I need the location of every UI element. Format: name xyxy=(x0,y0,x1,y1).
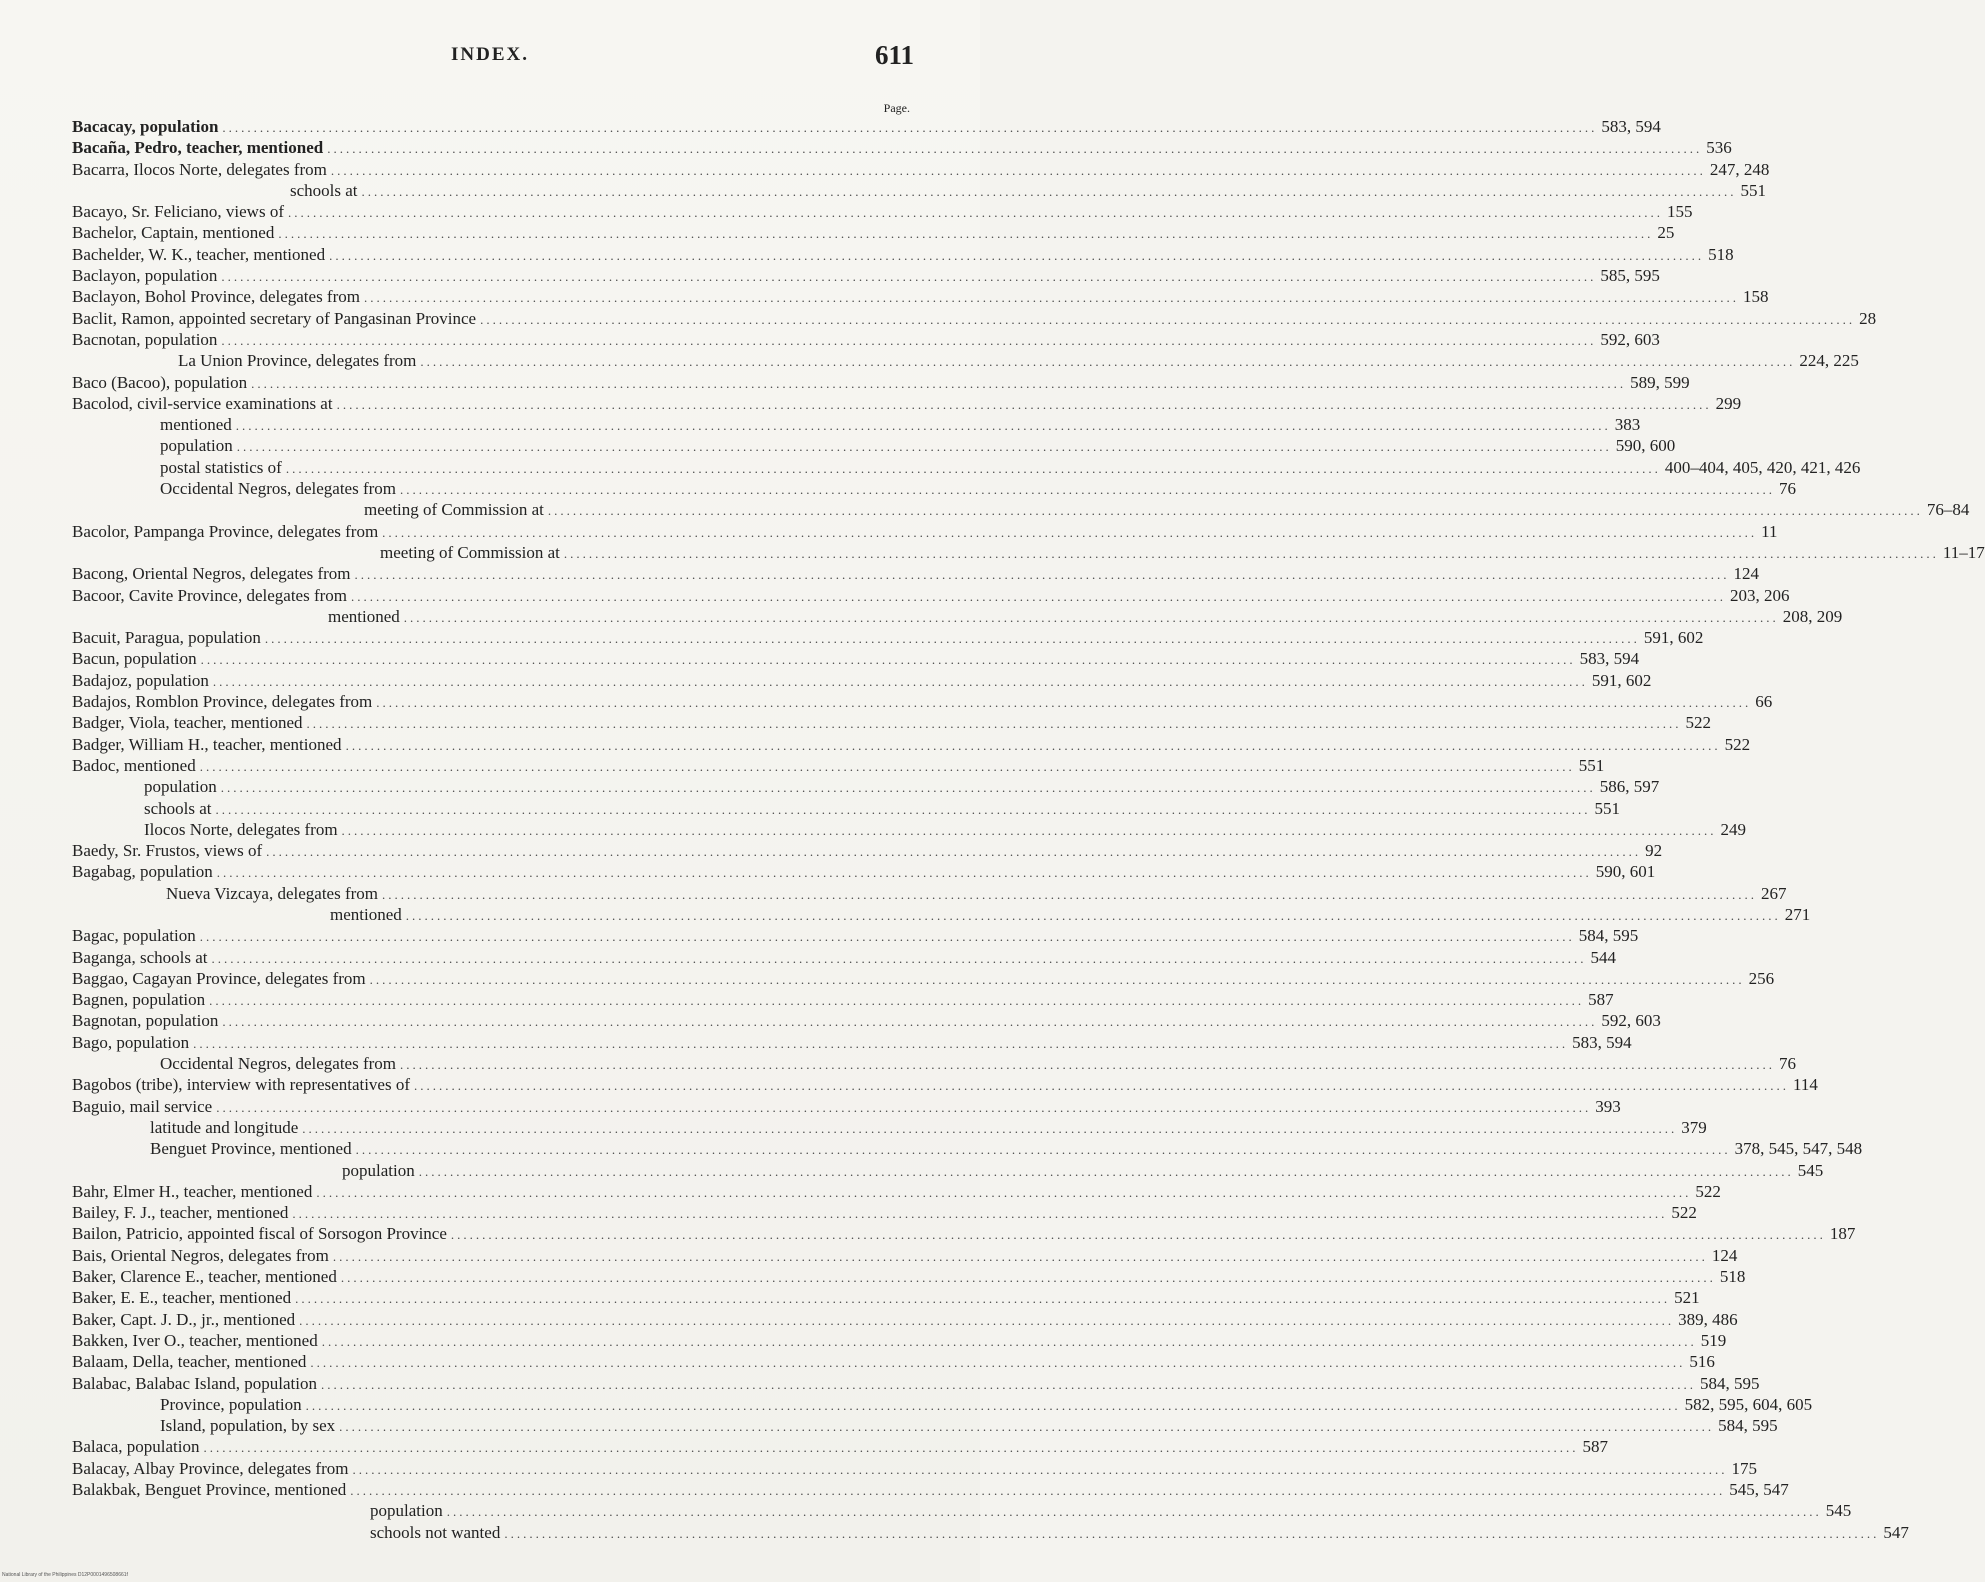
index-entry-text: Bacacay, population xyxy=(72,117,219,136)
index-entry xyxy=(72,606,1843,627)
scan-footer: National Library of the Philippines D12P0001496508661f xyxy=(2,1572,128,1578)
index-entry xyxy=(72,904,1811,925)
index-entry-text: Bacaña, Pedro, teacher, mentioned xyxy=(72,138,324,158)
index-entry-text: Baker, Clarence E., teacher, mentioned xyxy=(72,1267,337,1287)
index-entry xyxy=(72,499,1970,520)
index-entry xyxy=(72,1458,1757,1479)
dot-leader: ............................................................................................................................................................................................................................ xyxy=(450,1227,1826,1243)
dot-leader: ............................................................................................................................................................................................................................ xyxy=(340,1270,1716,1286)
index-entry xyxy=(72,1032,1632,1053)
index-entry-pages: 519 xyxy=(1700,1330,1727,1350)
index-entry-pages: 114 xyxy=(1793,1075,1818,1095)
index-entry-pages: 551 xyxy=(1740,180,1767,200)
index-entry xyxy=(72,563,1760,584)
dot-leader: ............................................................................................................................................................................................................................ xyxy=(361,183,1737,199)
index-entry xyxy=(72,691,1773,712)
index-entry-text: Badajos, Romblon Province, delegates from xyxy=(72,692,373,712)
index-entry-pages: 516 xyxy=(1689,1352,1715,1372)
index-entry-text: Baedy, Sr. Frustos, views of xyxy=(72,841,263,861)
index-entry xyxy=(72,1160,1824,1181)
index-entry-pages: 76 xyxy=(1779,1054,1797,1074)
dot-leader: ............................................................................................................................................................................................................................ xyxy=(376,695,1752,711)
index-entry-pages: 545 xyxy=(1825,1501,1852,1521)
dot-leader: ............................................................................................................................................................................................................................ xyxy=(400,482,1776,498)
dot-leader: ............................................................................................................................................................................................................................ xyxy=(215,801,1591,817)
index-entry xyxy=(72,861,1656,882)
index-entry-text: Balaam, Della, teacher, mentioned xyxy=(72,1352,307,1372)
index-entry xyxy=(72,1138,1863,1159)
index-entry-text: Bacong, Oriental Negros, delegates from xyxy=(72,564,351,584)
index-entry-pages: 522 xyxy=(1671,1203,1697,1223)
index-entry xyxy=(72,1245,1738,1266)
index-entry-text: Balacay, Albay Province, delegates from xyxy=(72,1458,349,1478)
index-entry-pages: 551 xyxy=(1594,798,1621,818)
index-entry-text: Badajoz, population xyxy=(72,670,209,690)
index-entry-text: meeting of Commission at xyxy=(380,542,560,562)
index-entry-text: Island, population, by sex xyxy=(160,1416,336,1436)
index-entry-text: Bacun, population xyxy=(72,649,197,669)
index-entry-text: mentioned xyxy=(328,606,400,626)
index-entry xyxy=(72,648,1640,669)
dot-leader: ............................................................................................................................................................................................................................ xyxy=(310,1355,1686,1371)
index-entry-text: Badger, William H., teacher, mentioned xyxy=(72,734,342,754)
dot-leader: ............................................................................................................................................................................................................................ xyxy=(336,396,1712,412)
index-entry xyxy=(72,947,1616,968)
dot-leader: ............................................................................................................................................................................................................................ xyxy=(288,205,1663,221)
index-entry-text: population xyxy=(160,436,233,456)
dot-leader: ............................................................................................................................................................................................................................ xyxy=(339,1419,1715,1435)
index-entry xyxy=(72,521,1778,542)
index-entry-pages: 389, 486 xyxy=(1678,1309,1738,1329)
index-entry xyxy=(72,1266,1746,1287)
dot-leader: ............................................................................................................................................................................................................................ xyxy=(221,269,1597,285)
index-entry-pages: 158 xyxy=(1742,287,1769,307)
index-entry-pages: 592, 603 xyxy=(1601,1011,1661,1031)
index-entry xyxy=(72,414,1641,435)
dot-leader: ............................................................................................................................................................................................................................ xyxy=(400,1057,1776,1073)
dot-leader: ............................................................................................................................................................................................................................ xyxy=(221,332,1597,348)
dot-leader: ............................................................................................................................................................................................................................ xyxy=(345,737,1721,753)
index-entry-text: Bagac, population xyxy=(72,926,196,946)
index-entry xyxy=(72,1117,1707,1138)
index-entry-text: Bacolod, civil-service examinations at xyxy=(72,393,333,413)
index-entry xyxy=(72,1500,1852,1521)
index-entry xyxy=(72,265,1660,286)
dot-leader: ............................................................................................................................................................................................................................ xyxy=(216,865,1592,881)
index-entry-text: Baclayon, population xyxy=(72,266,218,286)
index-entry-pages: 545 xyxy=(1797,1160,1824,1180)
index-entry xyxy=(72,308,1877,329)
dot-leader: ............................................................................................................................................................................................................................ xyxy=(321,1333,1697,1349)
dot-leader: ............................................................................................................................................................................................................................ xyxy=(563,545,1939,561)
index-entry-text: latitude and longitude xyxy=(150,1117,299,1137)
index-entry xyxy=(72,734,1751,755)
index-entry-text: Bagobos (tribe), interview with representatives of xyxy=(72,1075,411,1095)
index-entry-text: Bagnen, population xyxy=(72,990,206,1010)
dot-leader: ............................................................................................................................................................................................................................ xyxy=(418,1163,1794,1179)
dot-leader: ............................................................................................................................................................................................................................ xyxy=(403,609,1779,625)
dot-leader: ............................................................................................................................................................................................................................ xyxy=(341,822,1717,838)
dot-leader: ............................................................................................................................................................................................................................ xyxy=(203,1440,1579,1456)
index-entry-text: Baggao, Cagayan Province, delegates from xyxy=(72,968,366,988)
index-entry-text: Bachelor, Captain, mentioned xyxy=(72,223,275,243)
dot-leader: ............................................................................................................................................................................................................................ xyxy=(354,567,1730,583)
index-entry-pages: 92 xyxy=(1645,841,1663,861)
index-entry-pages: 583, 594 xyxy=(1601,117,1661,136)
index-entry xyxy=(72,585,1790,606)
index-entry xyxy=(72,1330,1727,1351)
index-entry-pages: 584, 595 xyxy=(1578,926,1639,946)
dot-leader: ............................................................................................................................................................................................................................ xyxy=(216,1099,1592,1115)
dot-leader: ............................................................................................................................................................................................................................ xyxy=(446,1504,1822,1520)
index-entry-text: Bacnotan, population xyxy=(72,329,218,349)
index-entry xyxy=(72,1394,1813,1415)
index-entry-pages: 76–84 xyxy=(1926,500,1970,520)
index-entry-pages: 522 xyxy=(1685,713,1711,733)
dot-leader: ............................................................................................................................................................................................................................ xyxy=(306,716,1682,732)
index-entry-text: Province, population xyxy=(160,1394,302,1414)
index-entry-pages: 249 xyxy=(1720,819,1747,839)
index-entry-text: population xyxy=(144,777,217,797)
dot-leader: ............................................................................................................................................................................................................................ xyxy=(199,758,1575,774)
index-entry-pages: 591, 602 xyxy=(1591,670,1652,690)
index-entry-pages: 587 xyxy=(1588,990,1614,1010)
dot-leader: ............................................................................................................................................................................................................................ xyxy=(480,311,1856,327)
index-entry-text: Baganga, schools at xyxy=(72,947,208,967)
index-entry-pages: 393 xyxy=(1595,1096,1621,1116)
dot-leader: ............................................................................................................................................................................................................................ xyxy=(251,375,1627,391)
dot-leader: ............................................................................................................................................................................................................................ xyxy=(222,120,1598,135)
index-entry-text: Balakbak, Benguet Province, mentioned xyxy=(72,1480,347,1499)
index-entry-pages: 583, 594 xyxy=(1579,649,1640,669)
index-entry-text: Bachelder, W. K., teacher, mentioned xyxy=(72,244,326,264)
index-entry-pages: 584, 595 xyxy=(1700,1373,1760,1393)
index-entry xyxy=(72,1522,1909,1543)
dot-leader: ............................................................................................................................................................................................................................ xyxy=(352,1461,1728,1477)
index-entry-pages: 28 xyxy=(1859,308,1877,328)
index-entry-pages: 544 xyxy=(1590,947,1616,967)
index-entry xyxy=(72,222,1675,243)
dot-leader: ............................................................................................................................................................................................................................ xyxy=(212,673,1588,689)
dot-leader: ............................................................................................................................................................................................................................ xyxy=(236,439,1612,455)
page-header-title: INDEX. xyxy=(451,44,529,65)
index-entry xyxy=(72,1373,1760,1394)
dot-leader: ............................................................................................................................................................................................................................ xyxy=(332,1248,1708,1264)
index-entry-text: schools at xyxy=(144,798,212,818)
index-entry-pages: 521 xyxy=(1674,1288,1700,1308)
index-entry-text: Bakken, Iver O., teacher, mentioned xyxy=(72,1330,318,1350)
index-entry-pages: 124 xyxy=(1733,564,1760,584)
index-entry-pages: 582, 595, 604, 605 xyxy=(1684,1394,1813,1414)
index-entry-pages: 587 xyxy=(1582,1437,1608,1457)
index-entry-text: Balabac, Balabac Island, population xyxy=(72,1373,317,1393)
index-entry-pages: 547 xyxy=(1883,1522,1909,1542)
dot-leader: ............................................................................................................................................................................................................................ xyxy=(295,1291,1671,1307)
index-entry-pages: 536 xyxy=(1706,138,1732,158)
dot-leader: ............................................................................................................................................................................................................................ xyxy=(547,503,1923,519)
dot-leader: ............................................................................................................................................................................................................................ xyxy=(305,1397,1681,1413)
index-entry-text: schools not wanted xyxy=(370,1522,501,1542)
index-entry xyxy=(72,989,1614,1010)
index-entry xyxy=(72,925,1639,946)
index-entry-pages: 271 xyxy=(1784,904,1811,924)
dot-leader: ............................................................................................................................................................................................................................ xyxy=(329,247,1705,263)
index-entry-pages: 583, 594 xyxy=(1572,1032,1632,1052)
index-entry-text: Bacolor, Pampanga Province, delegates from xyxy=(72,521,379,541)
index-entry-pages: 379 xyxy=(1681,1117,1707,1137)
index-entry-text: Badoc, mentioned xyxy=(72,755,196,775)
index-entry-text: population xyxy=(370,1501,443,1521)
dot-leader: ............................................................................................................................................................................................................................ xyxy=(285,460,1661,476)
index-entry xyxy=(72,798,1621,819)
index-entry-text: Benguet Province, mentioned xyxy=(150,1139,352,1159)
index-entry-pages: 383 xyxy=(1614,415,1641,435)
index-entry-text: Bacarra, Ilocos Norte, delegates from xyxy=(72,159,327,179)
dot-leader: ............................................................................................................................................................................................................................ xyxy=(211,950,1587,966)
dot-leader: ............................................................................................................................................................................................................................ xyxy=(299,1312,1675,1328)
index-entry xyxy=(72,1096,1621,1117)
index-entry-text: Bais, Oriental Negros, delegates from xyxy=(72,1245,329,1265)
index-entry-pages: 267 xyxy=(1761,883,1787,903)
dot-leader: ............................................................................................................................................................................................................................ xyxy=(321,1376,1696,1392)
index-entry xyxy=(72,883,1787,904)
index-entry xyxy=(72,968,1775,989)
index-entry-pages: 584, 595 xyxy=(1718,1416,1778,1436)
dot-leader: ............................................................................................................................................................................................................................ xyxy=(316,1184,1692,1200)
index-entry-text: Bagabag, population xyxy=(72,862,213,882)
index-entry xyxy=(72,712,1711,733)
dot-leader: ............................................................................................................................................................................................................................ xyxy=(330,162,1706,178)
index-entry-text: Bailon, Patricio, appointed fiscal of Sorsogon Province xyxy=(72,1224,447,1244)
index-entry-pages: 203, 206 xyxy=(1730,585,1790,605)
dot-leader: ............................................................................................................................................................................................................................ xyxy=(363,290,1739,306)
index-entry xyxy=(72,776,1660,797)
index-entry-pages: 518 xyxy=(1708,244,1734,264)
index-entry-text: postal statistics of xyxy=(160,457,282,477)
index-entry xyxy=(72,1415,1778,1436)
index-entry-pages: 25 xyxy=(1657,223,1675,243)
index-entry-pages: 11–17 xyxy=(1942,542,1985,562)
index-entry xyxy=(72,755,1605,776)
dot-leader: ............................................................................................................................................................................................................................ xyxy=(193,1035,1569,1051)
index-entry xyxy=(72,1223,1856,1244)
index-entry-pages: 208, 209 xyxy=(1782,606,1843,626)
index-entry xyxy=(72,1287,1700,1308)
dot-leader: ............................................................................................................................................................................................................................ xyxy=(209,993,1585,1009)
index-entry xyxy=(72,116,1661,137)
index-entry-pages: 256 xyxy=(1748,968,1775,988)
dot-leader: ............................................................................................................................................................................................................................ xyxy=(292,1206,1668,1222)
dot-leader: ............................................................................................................................................................................................................................ xyxy=(222,1014,1598,1030)
index-entry xyxy=(72,457,1861,478)
index-entry-pages: 124 xyxy=(1711,1245,1738,1265)
index-entry-pages: 589, 599 xyxy=(1630,372,1690,392)
dot-leader: ............................................................................................................................................................................................................................ xyxy=(350,1483,1726,1498)
index-entry xyxy=(72,670,1652,691)
index-entry xyxy=(72,393,1742,414)
dot-leader: ............................................................................................................................................................................................................................ xyxy=(220,780,1596,796)
index-entry-text: Bacoor, Cavite Province, delegates from xyxy=(72,585,348,605)
index-entry-text: schools at xyxy=(290,180,358,200)
index-entry-text: Bahr, Elmer H., teacher, mentioned xyxy=(72,1181,313,1201)
index-entry-text: Occidental Negros, delegates from xyxy=(160,479,397,499)
dot-leader: ............................................................................................................................................................................................................................ xyxy=(351,588,1727,604)
index-entry-text: meeting of Commission at xyxy=(364,500,544,520)
index-entry-text: mentioned xyxy=(330,904,402,924)
index-entry-pages: 590, 601 xyxy=(1595,862,1656,882)
index-entry xyxy=(72,1436,1608,1457)
index-entry-pages: 155 xyxy=(1667,202,1693,222)
index-entry xyxy=(72,286,1769,307)
dot-leader: ............................................................................................................................................................................................................................ xyxy=(369,971,1745,987)
index-entry-text: Bailey, F. J., teacher, mentioned xyxy=(72,1203,289,1223)
index-entry-text: Baguio, mail service xyxy=(72,1096,213,1116)
index-entry-pages: 590, 600 xyxy=(1615,436,1676,456)
dot-leader: ............................................................................................................................................................................................................................ xyxy=(327,141,1703,157)
index-entry-pages: 247, 248 xyxy=(1709,159,1770,179)
index-entry xyxy=(72,819,1747,840)
index-entry-pages: 66 xyxy=(1755,692,1773,712)
dot-leader: ............................................................................................................................................................................................................................ xyxy=(264,631,1640,647)
index-entry xyxy=(72,137,1732,158)
index-entry-pages: 299 xyxy=(1715,393,1742,413)
index-entry-text: population xyxy=(342,1160,415,1180)
dot-leader: ............................................................................................................................................................................................................................ xyxy=(235,418,1611,434)
index-entry xyxy=(72,1351,1715,1372)
index-entry-text: Ilocos Norte, delegates from xyxy=(144,819,338,839)
index-entry-pages: 591, 602 xyxy=(1643,628,1704,648)
index-entry-pages: 522 xyxy=(1695,1181,1721,1201)
page-column-label: Page. xyxy=(883,101,910,115)
index-entry-pages: 592, 603 xyxy=(1600,329,1660,349)
index-entry xyxy=(72,840,1663,861)
index-entry xyxy=(72,1479,1789,1500)
dot-leader: ............................................................................................................................................................................................................................ xyxy=(382,524,1758,540)
index-entry-pages: 187 xyxy=(1829,1224,1856,1244)
page-number: 611 xyxy=(874,40,914,70)
dot-leader: ............................................................................................................................................................................................................................ xyxy=(200,652,1576,668)
index-entry xyxy=(72,1074,1818,1095)
index-entry xyxy=(72,478,1797,499)
index-entry-text: Badger, Viola, teacher, mentioned xyxy=(72,713,303,733)
index-entry-pages: 400–404, 405, 420, 421, 426 xyxy=(1664,457,1861,477)
index-entry-text: Bacayo, Sr. Feliciano, views of xyxy=(72,202,284,222)
index-entry-pages: 224, 225 xyxy=(1799,351,1859,371)
dot-leader: ............................................................................................................................................................................................................................ xyxy=(414,1078,1790,1094)
index-entry xyxy=(72,159,1770,180)
index-entry xyxy=(72,329,1660,350)
index-entry-pages: 175 xyxy=(1731,1458,1757,1478)
index-entry-pages: 11 xyxy=(1761,521,1778,541)
index-entry xyxy=(72,180,1767,201)
index-entry-text: mentioned xyxy=(160,415,232,435)
index-entry xyxy=(72,1202,1697,1223)
dot-leader: ............................................................................................................................................................................................................................ xyxy=(420,354,1796,370)
dot-leader: ............................................................................................................................................................................................................................ xyxy=(405,907,1781,923)
index-entry-text: Nueva Vizcaya, delegates from xyxy=(166,883,379,903)
index-entry-text: Baco (Bacoo), population xyxy=(72,372,248,392)
index-entry-pages: 551 xyxy=(1578,755,1605,775)
dot-leader: ............................................................................................................................................................................................................................ xyxy=(199,929,1575,945)
index-entry-text: Baclit, Ramon, appointed secretary of Pangasinan Province xyxy=(72,308,477,328)
index-entry-text: Bago, population xyxy=(72,1032,190,1052)
dot-leader: ............................................................................................................................................................................................................................ xyxy=(266,844,1642,860)
index-entry-pages: 585, 595 xyxy=(1600,266,1660,286)
index-entry-text: Baclayon, Bohol Province, delegates from xyxy=(72,287,360,307)
dot-leader: ............................................................................................................................................................................................................................ xyxy=(504,1525,1880,1541)
index-entry-pages: 378, 545, 547, 548 xyxy=(1734,1139,1863,1159)
index-entry xyxy=(72,201,1693,222)
index-entry xyxy=(72,1010,1661,1031)
index-entry xyxy=(72,1181,1721,1202)
index-entry-pages: 76 xyxy=(1779,479,1797,499)
index-entry-text: La Union Province, delegates from xyxy=(178,351,417,371)
index-entry-text: Bacuit, Paragua, population xyxy=(72,628,261,648)
index-entry-text: Baker, Capt. J. D., jr., mentioned xyxy=(72,1309,296,1329)
dot-leader: ............................................................................................................................................................................................................................ xyxy=(278,226,1654,242)
index-entry-text: Occidental Negros, delegates from xyxy=(160,1054,397,1074)
index-entry-pages: 586, 597 xyxy=(1599,777,1660,797)
index-entry xyxy=(72,627,1704,648)
index-entry xyxy=(72,1053,1797,1074)
dot-leader: ............................................................................................................................................................................................................................ xyxy=(355,1142,1731,1158)
dot-leader: ............................................................................................................................................................................................................................ xyxy=(382,886,1758,902)
index-entry-text: Balaca, population xyxy=(72,1437,200,1457)
index-entry xyxy=(72,1309,1738,1330)
index-entry xyxy=(72,542,1985,563)
index-entry-pages: 518 xyxy=(1719,1267,1746,1287)
index-entry xyxy=(72,435,1676,456)
index-entries-list xyxy=(72,116,1985,1543)
index-entry xyxy=(72,350,1859,371)
index-entry-pages: 545, 547 xyxy=(1729,1480,1789,1499)
index-entry xyxy=(72,372,1690,393)
dot-leader: ............................................................................................................................................................................................................................ xyxy=(302,1120,1678,1136)
index-entry xyxy=(72,244,1734,265)
index-entry-text: Bagnotan, population xyxy=(72,1011,219,1031)
index-entry-text: Baker, E. E., teacher, mentioned xyxy=(72,1288,292,1308)
index-entry-pages: 522 xyxy=(1724,734,1751,754)
